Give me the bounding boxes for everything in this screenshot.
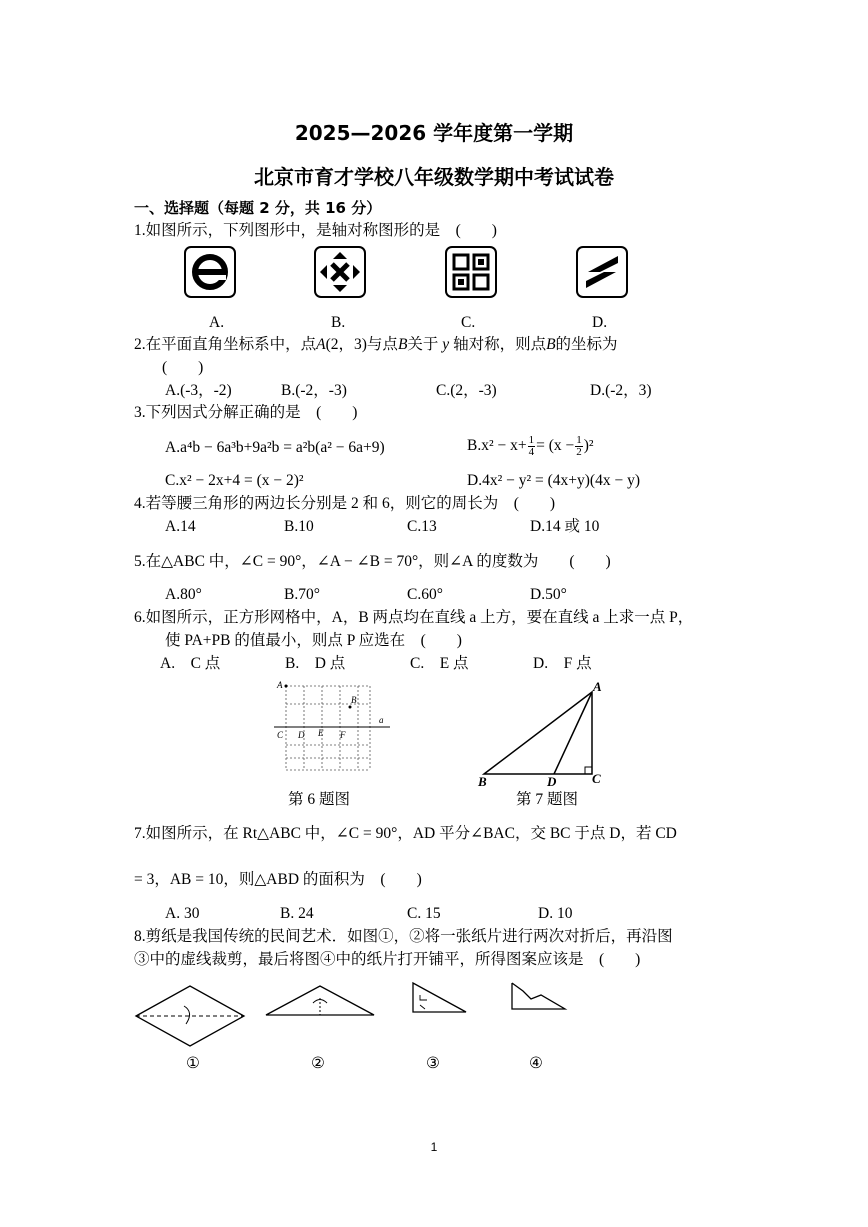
- q2-option-d: D.(-2，3): [590, 382, 652, 399]
- page-number: 1: [430, 1140, 438, 1154]
- q7-label-a: A: [593, 679, 602, 694]
- q5-option-b: B.70°: [284, 586, 320, 603]
- q4-stem: 4.若等腰三角形的两边长分别是 2 和 6，则它的周长为 ( ): [134, 495, 556, 512]
- q2-option-a: A.(-3，-2): [165, 382, 232, 399]
- q4-option-d: D.14 或 10: [530, 518, 600, 535]
- q8-label-1: ①: [186, 1055, 200, 1072]
- paper-fold-3-figure: [410, 981, 470, 1016]
- q6-label-d: D: [298, 730, 305, 740]
- q7-option-d: D. 10: [538, 905, 573, 922]
- q1-label-c: C.: [461, 314, 476, 331]
- q3-option-b: B.x² − x+ $\frac{1}{4}$ = (x − $\frac{1}{2}$ )²: [467, 433, 594, 458]
- e-icon: [184, 246, 236, 298]
- q8-line1: 8.剪纸是我国传统的民间艺术．如图①，②将一张纸片进行两次对折后，再沿图: [134, 928, 673, 945]
- q7-option-a: A. 30: [165, 905, 200, 922]
- q7-line2: = 3，AB = 10，则△ABD 的面积为 ( ): [134, 871, 422, 888]
- arrows-x-icon: [314, 246, 366, 298]
- q7-label-c: C: [592, 771, 601, 786]
- qr-squares-icon: [445, 246, 497, 298]
- z-arrow-icon: [576, 246, 628, 298]
- q6-option-d: D. F 点: [533, 655, 592, 672]
- q6-label-a: A: [277, 680, 283, 690]
- q7-option-c: C. 15: [407, 905, 441, 922]
- paper-fold-4-figure: [509, 981, 569, 1016]
- q6-label-b: B: [351, 695, 357, 705]
- q3-option-d: D.4x² − y² = (4x+y)(4x − y): [467, 472, 640, 489]
- paper-fold-2-figure: [264, 984, 379, 1019]
- q6-option-b: B. D 点: [285, 655, 346, 672]
- q2-stem: 2.在平面直角坐标系中，点A(2，3)与点B关于 y 轴对称，则点B的坐标为: [134, 336, 618, 353]
- q7-label-b: B: [478, 774, 487, 789]
- q5-stem: 5.在△ABC 中，∠C = 90°，∠A − ∠B = 70°，则∠A 的度数为 ( ): [134, 553, 611, 570]
- q8-label-3: ③: [426, 1055, 440, 1072]
- title-year: 2025—2026 学年度第一学期: [294, 121, 574, 145]
- q1-label-a: A.: [209, 314, 225, 331]
- q6-option-a: A. C 点: [160, 655, 221, 672]
- q7-triangle-figure: [480, 688, 610, 788]
- q7-option-b: B. 24: [280, 905, 314, 922]
- q6-caption: 第 6 题图: [288, 791, 351, 808]
- q3-stem: 3.下列因式分解正确的是 ( ): [134, 404, 358, 421]
- q6-label-line-a: a: [379, 715, 384, 725]
- q8-label-4: ④: [529, 1055, 543, 1072]
- paper-fold-1-figure: [134, 984, 249, 1049]
- q4-option-c: C.13: [407, 518, 437, 535]
- q7-label-d: D: [547, 774, 557, 789]
- q3-option-a: A.a⁴b − 6a³b+9a²b = a²b(a² − 6a+9): [165, 439, 385, 456]
- q6-grid-figure: [274, 680, 394, 776]
- q6-label-c: C: [277, 730, 284, 740]
- q6-label-f: F: [340, 730, 346, 740]
- q5-option-c: C.60°: [407, 586, 443, 603]
- q4-option-b: B.10: [284, 518, 314, 535]
- q6-line1: 6.如图所示，正方形网格中，A，B 两点均在直线 a 上方，要在直线 a 上求一点 P，: [134, 609, 694, 626]
- q7-line1: 7.如图所示，在 Rt△ABC 中，∠C = 90°，AD 平分∠BAC，交 BC 于点 D，若 CD: [134, 825, 677, 842]
- q6-label-e: E: [318, 728, 324, 738]
- q6-line2: 使 PA+PB 的值最小，则点 P 应选在 ( ): [165, 632, 462, 649]
- title-exam: 北京市育才学校八年级数学期中考试试卷: [254, 165, 614, 189]
- q8-line2: ③中的虚线裁剪，最后将图④中的纸片打开铺平，所得图案应该是 ( ): [134, 951, 641, 968]
- q6-option-c: C. E 点: [410, 655, 469, 672]
- q4-option-a: A.14: [165, 518, 196, 535]
- q2-option-c: C.(2，-3): [436, 382, 497, 399]
- q8-label-2: ②: [311, 1055, 325, 1072]
- q7-caption: 第 7 题图: [516, 791, 579, 808]
- section-choice: 一、选择题（每题 2 分，共 16 分）: [134, 199, 382, 217]
- q1-label-d: D.: [592, 314, 608, 331]
- q3-option-c: C.x² − 2x+4 = (x − 2)²: [165, 472, 304, 489]
- q5-option-d: D.50°: [530, 586, 567, 603]
- q2-option-b: B.(-2，-3): [281, 382, 347, 399]
- q1-label-b: B.: [331, 314, 346, 331]
- q2-paren: ( ): [162, 359, 204, 376]
- q1-stem: 1.如图所示，下列图形中，是轴对称图形的是 ( ): [134, 222, 497, 239]
- q5-option-a: A.80°: [165, 586, 202, 603]
